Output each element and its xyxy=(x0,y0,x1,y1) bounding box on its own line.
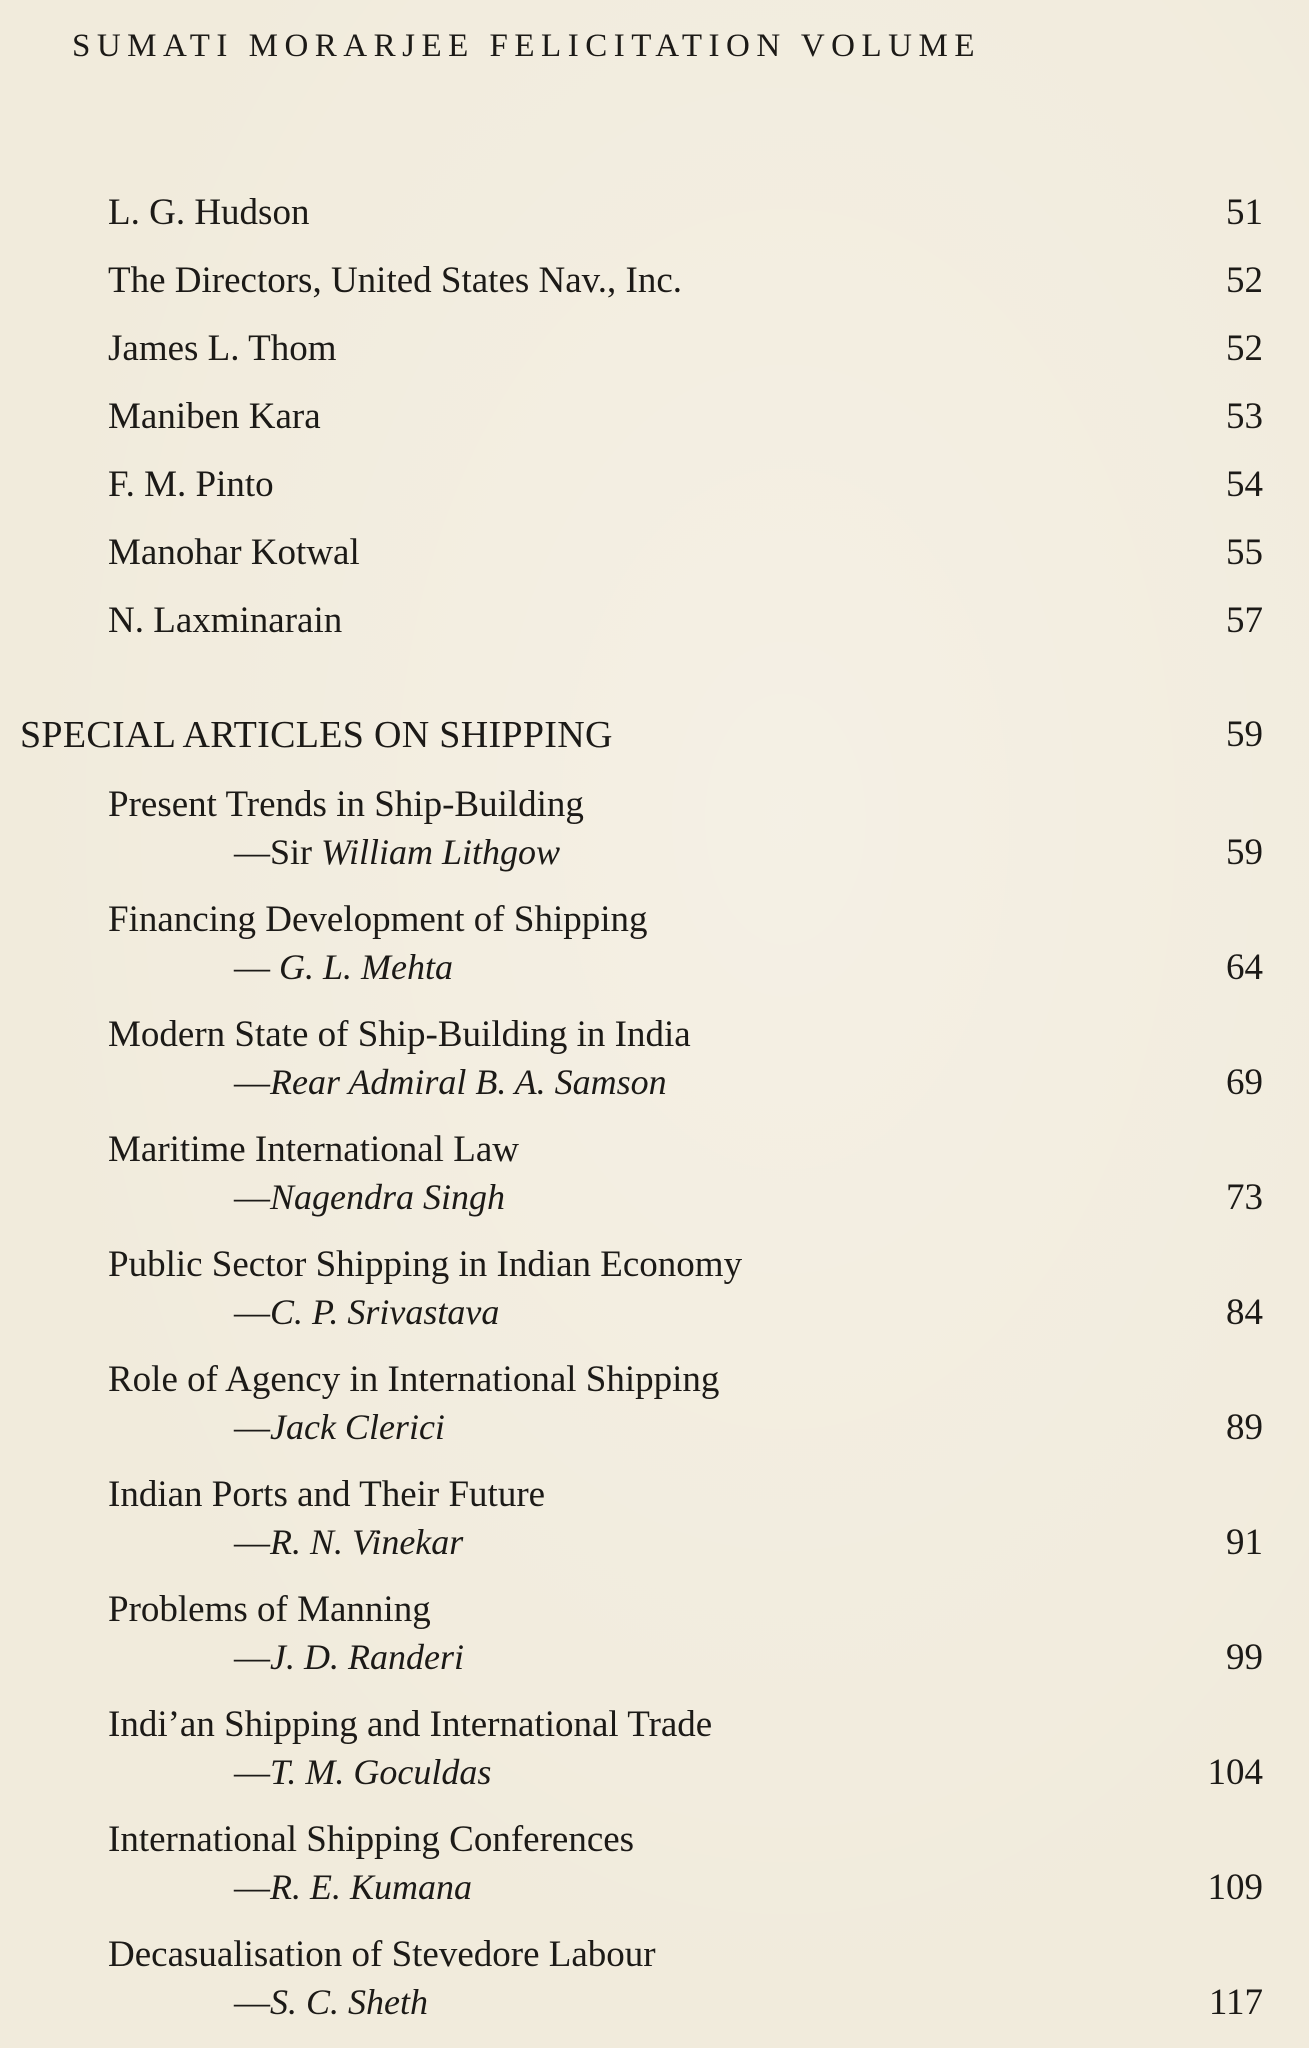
author-prefix: — xyxy=(234,1867,270,1907)
article-title: Indi’an Shipping and International Trade xyxy=(108,1704,713,1745)
toc-page-number: 109 xyxy=(1207,1867,1263,1908)
author-name: G. L. Mehta xyxy=(279,947,453,987)
article-author xyxy=(234,1179,505,1215)
article-title: Public Sector Shipping in Indian Economy xyxy=(108,1244,743,1285)
toc-page-number: 104 xyxy=(1207,1752,1263,1793)
section-title: SPECIAL ARTICLES ON SHIPPING xyxy=(20,714,613,756)
toc-entry-name: L. G. Hudson xyxy=(108,192,310,233)
article-author xyxy=(234,949,453,985)
author-prefix: — xyxy=(234,1407,270,1447)
article-author xyxy=(234,1639,464,1675)
toc-page-number: 59 xyxy=(1226,832,1263,873)
article-entry xyxy=(0,1016,1309,1116)
article-title: International Shipping Conferences xyxy=(108,1819,635,1860)
toc-page-number: 52 xyxy=(1226,328,1263,369)
toc-page-number: 73 xyxy=(1226,1177,1263,1218)
toc-entry-name: James L. Thom xyxy=(108,328,337,369)
article-author xyxy=(234,1754,491,1790)
article-author xyxy=(234,1064,667,1100)
toc-entry-name: Maniben Kara xyxy=(108,396,321,437)
toc-page-number: 84 xyxy=(1226,1292,1263,1333)
toc-page-number: 64 xyxy=(1226,947,1263,988)
article-entry xyxy=(0,901,1309,1001)
author-name: J. D. Randeri xyxy=(270,1637,464,1677)
article-author xyxy=(234,1869,472,1905)
article-title: Indian Ports and Their Future xyxy=(108,1474,546,1515)
article-title: Present Trends in Ship-Building xyxy=(108,784,584,825)
author-name: Rear Admiral B. A. Samson xyxy=(270,1062,667,1102)
author-name: C. P. Srivastava xyxy=(270,1292,500,1332)
author-name: R. N. Vinekar xyxy=(270,1522,464,1562)
toc-page-number: 52 xyxy=(1226,260,1263,301)
toc-entry-name: F. M. Pinto xyxy=(108,464,274,505)
section-heading xyxy=(0,716,1309,772)
author-prefix: — xyxy=(234,1177,270,1217)
author-name: Jack Clerici xyxy=(270,1407,445,1447)
article-author xyxy=(234,1984,428,2020)
author-prefix: — xyxy=(234,1752,270,1792)
toc-page-number: 99 xyxy=(1226,1637,1263,1678)
article-entry xyxy=(0,1706,1309,1806)
toc-page-number: 54 xyxy=(1226,464,1263,505)
toc-page-number: 55 xyxy=(1226,532,1263,573)
author-prefix: —Sir xyxy=(234,832,322,872)
article-title: Decasualisation of Stevedore Labour xyxy=(108,1934,656,1975)
article-author xyxy=(234,1409,445,1445)
toc-entry-name: The Directors, United States Nav., Inc. xyxy=(108,260,683,301)
article-entry xyxy=(0,1361,1309,1461)
article-entry xyxy=(0,1591,1309,1691)
toc-entry xyxy=(0,602,1309,658)
article-author xyxy=(234,834,560,870)
toc-entry xyxy=(0,466,1309,522)
toc-page-number: 53 xyxy=(1226,396,1263,437)
article-title: Financing Development of Shipping xyxy=(108,899,648,940)
author-prefix: — xyxy=(234,1637,270,1677)
article-author xyxy=(234,1294,499,1330)
toc-page-number: 51 xyxy=(1226,192,1263,233)
toc-page-number: 91 xyxy=(1226,1522,1263,1563)
toc-page-number: 57 xyxy=(1226,600,1263,641)
article-title: Role of Agency in International Shipping xyxy=(108,1359,720,1400)
toc-page-number: 117 xyxy=(1208,1982,1263,2023)
author-name: William Lithgow xyxy=(321,832,561,872)
article-entry xyxy=(0,1476,1309,1576)
toc-entry xyxy=(0,262,1309,318)
author-name: T. M. Goculdas xyxy=(270,1752,492,1792)
article-title: Modern State of Ship-Building in India xyxy=(108,1014,691,1055)
author-prefix: — xyxy=(234,1062,270,1102)
toc-entry-name: Manohar Kotwal xyxy=(108,532,360,573)
article-entry xyxy=(0,786,1309,886)
toc-page-number: 69 xyxy=(1226,1062,1263,1103)
toc-page-number: 59 xyxy=(1226,714,1263,755)
toc-entry xyxy=(0,330,1309,386)
author-name: R. E. Kumana xyxy=(270,1867,472,1907)
author-prefix: — xyxy=(234,1292,270,1332)
article-entry xyxy=(0,1246,1309,1346)
article-entry xyxy=(0,1131,1309,1231)
toc-entry xyxy=(0,194,1309,250)
running-head: SUMATI MORARJEE FELICITATION VOLUME xyxy=(72,28,981,64)
author-prefix: — xyxy=(234,947,279,987)
author-prefix: — xyxy=(234,1982,270,2022)
author-name: S. C. Sheth xyxy=(270,1982,428,2022)
article-entry xyxy=(0,1821,1309,1921)
toc-entry xyxy=(0,398,1309,454)
article-title: Maritime International Law xyxy=(108,1129,519,1170)
author-prefix: — xyxy=(234,1522,270,1562)
article-title: Problems of Manning xyxy=(108,1589,431,1630)
article-entry xyxy=(0,1936,1309,2036)
toc-entry xyxy=(0,534,1309,590)
toc-entry-name: N. Laxminarain xyxy=(108,600,343,641)
toc-page-number: 89 xyxy=(1226,1407,1263,1448)
author-name: Nagendra Singh xyxy=(270,1177,506,1217)
article-author xyxy=(234,1524,463,1560)
